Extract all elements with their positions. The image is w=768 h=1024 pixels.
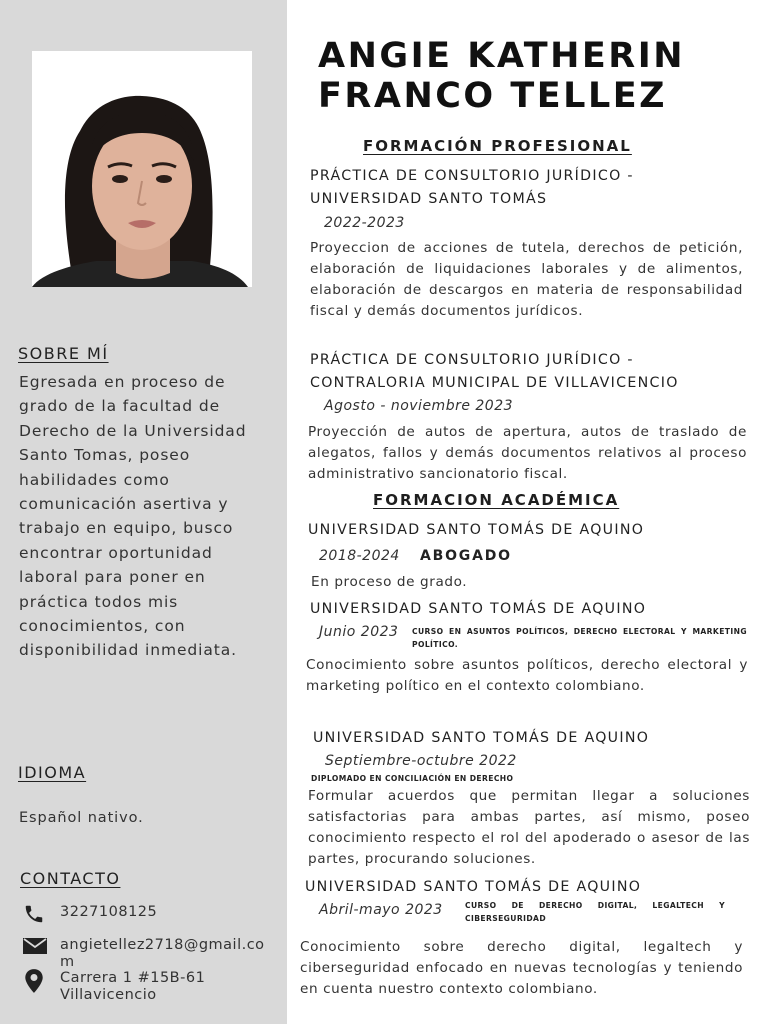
academic-item-heading: UNIVERSIDAD SANTO TOMÁS DE AQUINO [308, 522, 645, 538]
contact-phone [22, 903, 272, 923]
professional-item-date: 2022-2023 [324, 215, 405, 231]
email-address[interactable]: angietellez2718@gmail.com [60, 937, 265, 970]
location-pin-icon [23, 968, 45, 994]
name-line-1: ANGIE KATHERIN [318, 36, 686, 76]
academic-item-text: En proceso de grado. [311, 574, 468, 590]
professional-item-date: Agosto - noviembre 2023 [324, 398, 514, 414]
professional-item-text: Proyeccion de acciones de tutela, derechos de petición, elaboración de liquidaciones laborales y de alimentos, elaboración de descargos en materia de responsabilidad fiscal y demás documentos jurídicos. [310, 240, 743, 319]
contact-email [22, 936, 272, 972]
full-name [318, 36, 685, 116]
academic-item-degree: CURSO DE DERECHO DIGITAL, LEGALTECH Y CIBERSEGURIDAD [465, 901, 725, 923]
professional-item-text: Proyección de autos de apertura, autos de traslado de alegatos, fallos y demás documentos relativos al proceso administrativo sancionatorio fiscal. [308, 424, 747, 482]
academic-item-text: Formular acuerdos que permitan llegar a soluciones satisfactorias para ambas partes, así mismo, poseo conocimiento respecto el rol del apoderado o asesor de las partes, procurando soluciones. [308, 788, 750, 867]
professional-item-heading: PRÁCTICA DE CONSULTORIO JURÍDICO - CONTRALORIA MUNICIPAL DE VILLAVICENCIO [310, 352, 679, 391]
academic-item-date: 2018-2024 [319, 548, 400, 564]
mail-icon [22, 937, 48, 955]
phone-icon [22, 903, 46, 925]
professional-section-title: FORMACIÓN PROFESIONAL [363, 137, 632, 155]
about-text: Egresada en proceso de grado de la facultad de Derecho de la Universidad Santo Tomas, poseo habilidades como comunicación asertiva y trabajo en equipo, busco encontrar oportunidad laboral para poner en práctica todos mis conocimientos, con disponibilidad inmediata. [19, 373, 247, 660]
language-title: IDIOMA [18, 763, 87, 782]
academic-item-text: Conocimiento sobre asuntos políticos, derecho electoral y marketing político en el contexto colombiano. [306, 657, 748, 694]
academic-item-date: Septiembre-octubre 2022 [325, 753, 517, 769]
academic-item-heading: UNIVERSIDAD SANTO TOMÁS DE AQUINO [313, 730, 650, 746]
academic-item-date: Abril-mayo 2023 [319, 902, 443, 918]
professional-item-heading: PRÁCTICA DE CONSULTORIO JURÍDICO - UNIVERSIDAD SANTO TOMÁS [310, 168, 634, 207]
address-text: Carrera 1 #15B-61 Villavicencio [60, 970, 206, 1003]
academic-item-heading: UNIVERSIDAD SANTO TOMÁS DE AQUINO [310, 601, 647, 617]
about-title: SOBRE MÍ [18, 344, 109, 363]
contact-title: CONTACTO [20, 869, 121, 888]
profile-photo [32, 51, 252, 287]
portrait-illustration [32, 51, 252, 287]
name-line-2: FRANCO TELLEZ [318, 76, 668, 116]
academic-item-degree: DIPLOMADO EN CONCILIACIÓN EN DERECHO [311, 774, 514, 783]
academic-item-date: Junio 2023 [319, 624, 399, 640]
academic-item-text: Conocimiento sobre derecho digital, legaltech y ciberseguridad enfocado en nuevas tecnologías y teniendo en cuenta nuestro contexto colombiano. [300, 939, 743, 997]
academic-section-title: FORMACION ACADÉMICA [373, 491, 620, 509]
contact-address [22, 968, 272, 1008]
language-text: Español nativo. [19, 810, 144, 826]
academic-item-heading: UNIVERSIDAD SANTO TOMÁS DE AQUINO [305, 879, 642, 895]
phone-number[interactable]: 3227108125 [60, 904, 158, 920]
academic-item-degree: ABOGADO [420, 548, 512, 564]
academic-item-degree: CURSO EN ASUNTOS POLÍTICOS, DERECHO ELECTORAL Y MARKETING POLÍTICO. [412, 627, 747, 649]
